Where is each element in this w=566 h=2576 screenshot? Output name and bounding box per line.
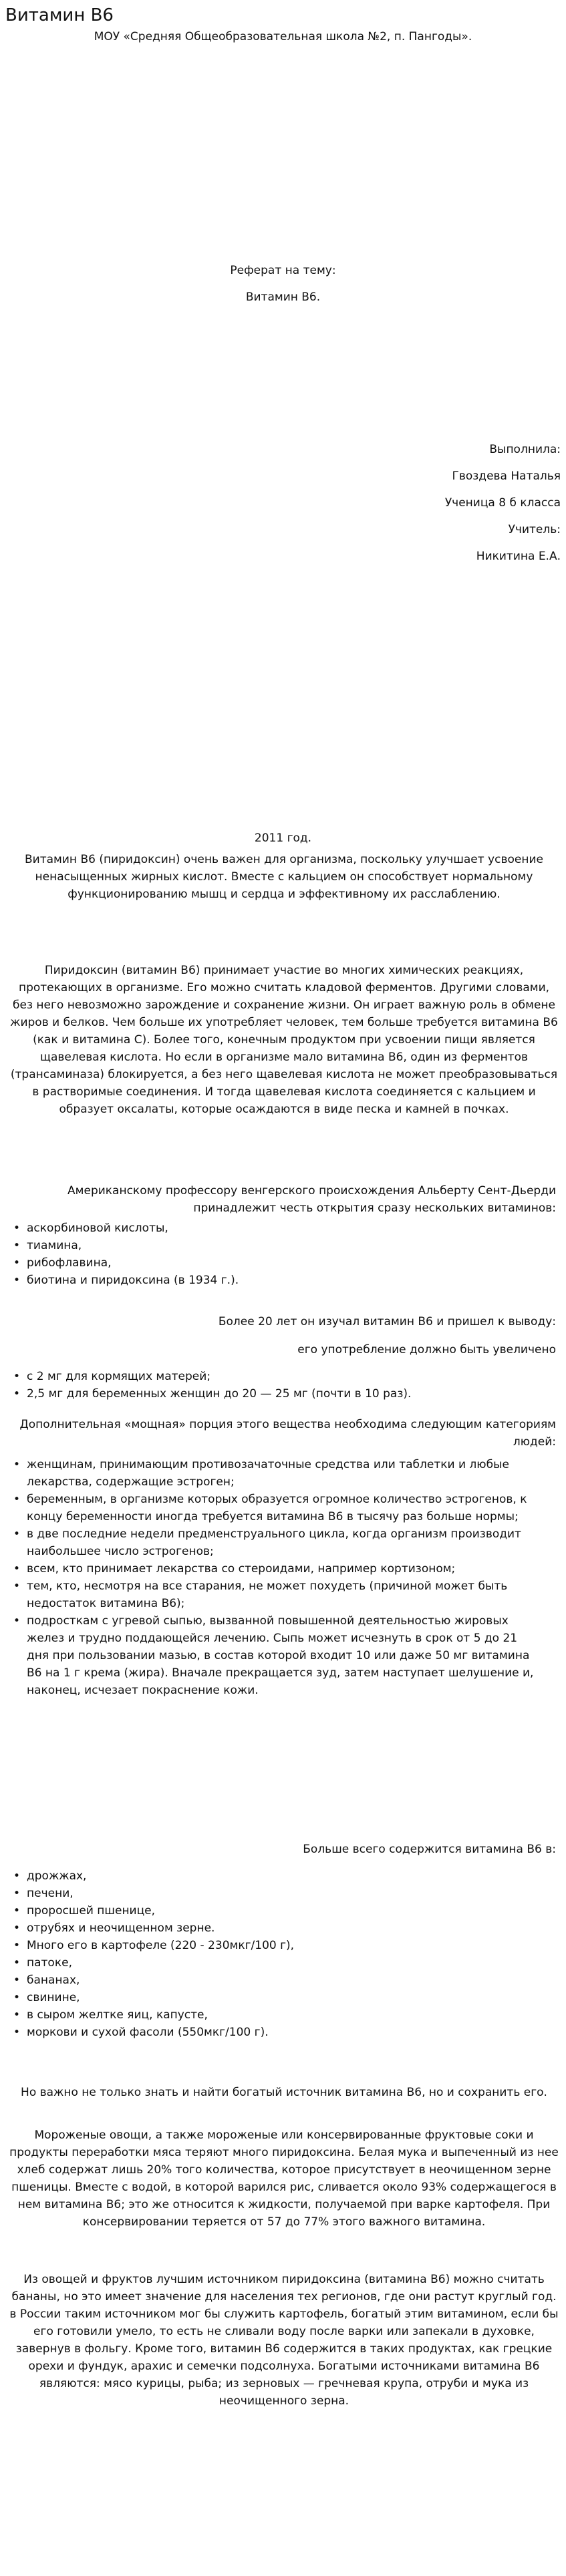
- increase-paragraph: его употребление должно быть увеличено: [297, 1343, 556, 1356]
- list-item: • дрожжах,: [8, 1867, 560, 1885]
- teacher-label: Учитель:: [508, 523, 561, 536]
- author-name: Гвоздева Наталья: [452, 470, 561, 483]
- school-name: МОУ «Средняя Общеобразовательная школа №2, п. Пангоды».: [94, 30, 472, 43]
- list-item: • с 2 мг для кормящих матерей;: [8, 1368, 560, 1385]
- list-item: • тем, кто, несмотря на все старания, не может похудеть (причиной может быть недостаток витамина B6);: [8, 1578, 543, 1612]
- list-item: • отрубях и неочищенном зерне.: [8, 1919, 560, 1937]
- author-block: [227, 441, 561, 574]
- increase-list: [8, 1368, 560, 1403]
- list-item: • всем, кто принимает лекарства со стероидами, например кортизоном;: [8, 1560, 543, 1578]
- list-item: • патоке,: [8, 1954, 560, 1972]
- list-item: • печени,: [8, 1885, 560, 1902]
- most-paragraph: Больше всего содержится витамина B6 в:: [303, 1843, 556, 1856]
- frozen-paragraph: Мороженые овощи, а также мороженые или консервированные фруктовые соки и продукты переработки мяса теряют много пиридоксина. Белая мука и выпеченный из нее хлеб содержат лишь 20% того количества, которое присутствует в неочищенном зерне пшеницы. Вместе с водой, в которой варился рис, сливается около 93% содержащегося в нем витамина B6; это же относится к жидкости, получаемой при варке картофеля. При консервировании теряется от 57 до 77% этого важного витамина.: [9, 2129, 559, 2229]
- bananas-paragraph: Из овощей и фруктов лучшим источником пиридоксина (витамина B6) можно считать бананы, но это имеет значение для населения тех регионов, где они растут круглый год. в России таким источником мог бы служить картофель, богатый этим витамином, если бы его готовили умело, то есть не сливали воду после варки или запекали в духовке, завернув в фольгу. Кроме того, витамин B6 содержится в таких продуктах, как грецкие орехи и фундук, арахис и семечки подсолнуха. Богатыми источниками витамина B6 являются: мясо курицы, рыба; из зерновых — гречневая крупа, отруби и мука из неочищенного зерна.: [9, 2273, 559, 2408]
- intro-paragraph: Витамин B6 (пиридоксин) очень важен для организма, поскольку улучшает усвоение ненасыщенных жирных кислот. Вместе с кальцием он способствует нормальному функционированию мышц и сердца и эффективному их расслаблению.: [25, 853, 543, 901]
- list-item: • в сыром желтке яиц, капусте,: [8, 2006, 560, 2024]
- additional-paragraph: Дополнительная «мощная» порция этого вещества необходима следующим категориям людей:: [19, 1418, 556, 1449]
- vitamins-list: [8, 1220, 560, 1289]
- performed-label: Выполнила:: [489, 443, 561, 456]
- list-item: • женщинам, принимающим противозачаточные средства или таблетки и любые лекарства, содержащие эстроген;: [8, 1456, 543, 1491]
- list-item: • тиамина,: [8, 1237, 560, 1254]
- teacher-name: Никитина Е.А.: [476, 550, 561, 563]
- report-topic: Витамин B6.: [245, 291, 321, 304]
- sources-list: [8, 1867, 560, 2041]
- list-item: • свинине,: [8, 1989, 560, 2006]
- important-paragraph: Но важно не только знать и найти богатый источник витамина B6, но и сохранить его.: [21, 2086, 547, 2099]
- list-item: • беременным, в организме которых образуется огромное количество эстрогенов, к концу беременности иногда требуется витамина B6 в тысячу раз больше нормы;: [8, 1491, 543, 1525]
- studied-paragraph: Более 20 лет он изучал витамин B6 и пришел к выводу:: [218, 1315, 556, 1328]
- author-class: Ученица 8 б класса: [444, 496, 561, 510]
- list-item: • рибофлавина,: [8, 1254, 560, 1272]
- list-item: • подросткам с угревой сыпью, вызванной повышенной деятельностью жировых желез и трудно поддающейся лечению. Сыпь может исчезнуть в срок от 5 до 21 дня при пользовании мазью, в состав которой входит 10 или даже 50 мг витамина B6 на 1 г крема (жира). Вначале прекращается зуд, затем наступает шелушение и, наконец, исчезает покраснение кожи.: [8, 1612, 543, 1699]
- list-item: • бананах,: [8, 1972, 560, 1989]
- list-item: • в две последние недели предменструального цикла, когда организм производит наибольшее число эстрогенов;: [8, 1525, 543, 1560]
- list-item: • проросшей пшенице,: [8, 1902, 560, 1919]
- professor-paragraph: Американскому профессору венгерского происхождения Альберту Сент-Дьерди принадлежит честь открытия сразу нескольких витаминов:: [67, 1184, 556, 1215]
- list-item: • аскорбиновой кислоты,: [8, 1220, 560, 1237]
- report-heading: Реферат на тему:: [230, 264, 336, 277]
- list-item: • моркови и сухой фасоли (550мкг/100 г).: [8, 2024, 560, 2041]
- list-item: • 2,5 мг для беременных женщин до 20 — 25 мг (почти в 10 раз).: [8, 1385, 560, 1403]
- year: 2011 год.: [254, 832, 312, 845]
- categories-list: [8, 1456, 543, 1699]
- document-title: Витамин B6: [5, 5, 114, 25]
- list-item: • биотина и пиридоксина (в 1934 г.).: [8, 1272, 560, 1289]
- pyridoxine-paragraph: Пиридоксин (витамин B6) принимает участие во многих химических реакциях, протекающих в организме. Его можно считать кладовой ферментов. Другими словами, без него невозможно зарождение и сохранение жизни. Он играет важную роль в обмене жиров и белков. Чем больше их употребляет человек, тем больше требуется витамина B6 (как и витамина С). Более того, конечным продуктом при усвоении пищи является щавелевая кислота. Но если в организме мало витамина B6, один из ферментов (трансаминаза) блокируется, а без него щавелевая кислота не может преобразовываться в растворимые соединения. И тогда щавелевая кислота соединяется с кальцием и образует оксалаты, которые осаждаются в виде песка и камней в почках.: [10, 964, 558, 1116]
- list-item: • Много его в картофеле (220 - 230мкг/100 г),: [8, 1937, 560, 1954]
